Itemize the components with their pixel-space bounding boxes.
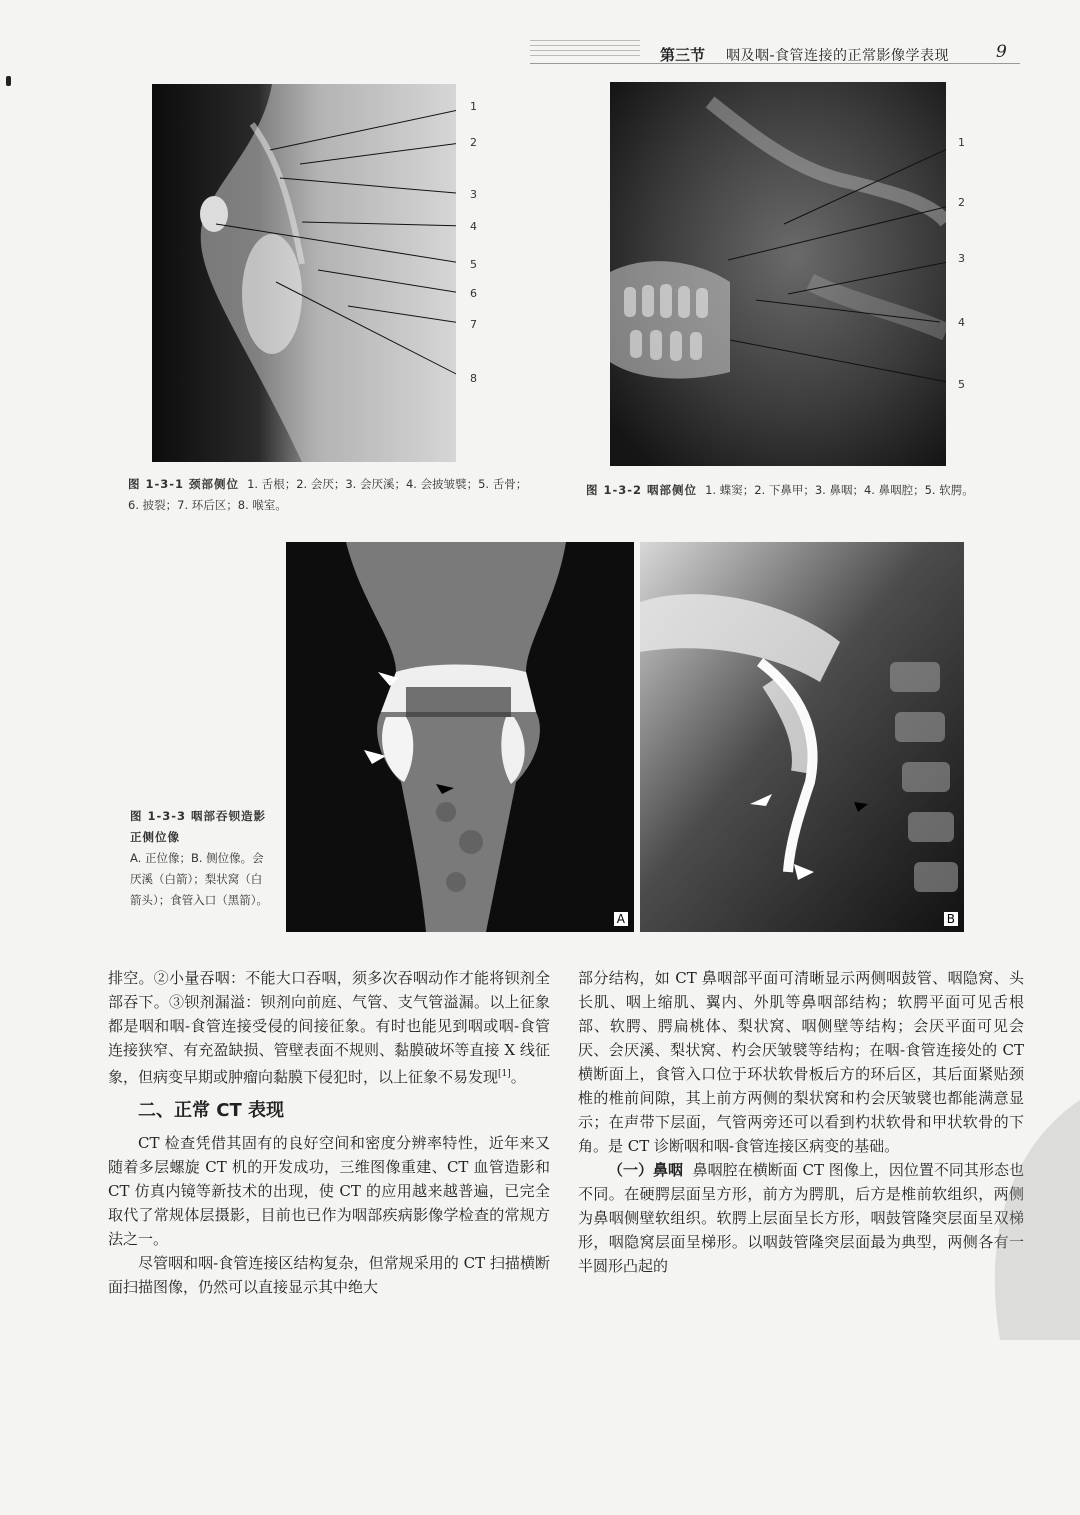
fig2-label: 3 bbox=[958, 252, 965, 265]
paragraph: 部分结构，如 CT 鼻咽部平面可清晰显示两侧咽鼓管、咽隐窝、头长肌、咽上缩肌、翼内、外肌等鼻咽部结构；软腭平面可见舌根部、软腭、腭扁桃体、梨状窝、咽侧壁等结构；会厌平面可见会厌、会厌溪、梨状窝、杓会厌皱襞等结构；在咽-食管连接处的 CT 横断面上，食管入口位于环状软骨板后方的环后区，其后面紧贴颈椎的椎前间隙，其上前方两侧的梨状窝和杓会厌皱襞也都能满意显示；在声带下层面，气管两旁还可以看到杓状软骨和甲状软骨的下角。是 CT 诊断咽和咽-食管连接区病变的基础。 bbox=[578, 969, 1024, 1155]
fig1-caption-number: 图 1-3-1 颈部侧位 bbox=[128, 477, 240, 491]
fig1-label: 2 bbox=[470, 136, 477, 149]
fig1-label: 1 bbox=[470, 100, 477, 113]
header-section: 第三节 bbox=[660, 46, 706, 64]
paragraph-text: 。 bbox=[510, 1068, 526, 1086]
section-heading: 二、正常 CT 表现 bbox=[138, 1100, 285, 1121]
fig2-caption-text: 1. 蝶窦；2. 下鼻甲；3. 鼻咽；4. 鼻咽腔；5. 软腭。 bbox=[705, 483, 974, 497]
fig3-caption bbox=[130, 806, 270, 911]
fig2-caption-number: 图 1-3-2 咽部侧位 bbox=[586, 483, 698, 497]
header-title: 咽及咽-食管连接的正常影像学表现 bbox=[726, 48, 950, 64]
watermark-shape bbox=[900, 1100, 1080, 1340]
figure-barium-swallow-frontal bbox=[286, 542, 634, 932]
fig1-caption-text: 1. 舌根；2. 会厌；3. 会厌溪；4. 会披皱襞；5. 舌骨；6. 披裂；7. 环后区；8. 喉室。 bbox=[128, 477, 528, 512]
fig1-caption bbox=[128, 474, 528, 516]
fig3-caption-number: 图 1-3-3 咽部吞钡造影正侧位像 bbox=[130, 809, 267, 844]
fig1-label: 8 bbox=[470, 372, 477, 385]
paragraph: 尽管咽和咽-食管连接区结构复杂，但常规采用的 CT 扫描横断面扫描图像，仍然可以直接显示其中绝大 bbox=[108, 1254, 550, 1296]
fig1-label: 6 bbox=[470, 287, 477, 300]
figure-pharynx-lateral-xray bbox=[610, 82, 946, 466]
fig2-label: 1 bbox=[958, 136, 965, 149]
paragraph: CT 检查凭借其固有的良好空间和密度分辨率特性，近年来又随着多层螺旋 CT 机的开发成功，三维图像重建、CT 血管造影和 CT 仿真内镜等新技术的出现，使 CT 的应用越来越普遍，已完全取代了常规体层摄影，目前也已作为咽部疾病影像学检查的常规方法之一。 bbox=[108, 1134, 550, 1248]
paragraph-text: 排空。②小量吞咽：不能大口吞咽，须多次吞咽动作才能将钡剂全部吞下。③钡剂漏溢：钡剂向前庭、气管、支气管溢漏。以上征象都是咽和咽-食管连接受侵的间接征象。有时也能见到咽或咽-食管连接狭窄、有充盈缺损、管壁表面不规则、黏膜破坏等直接 X 线征象，但病变早期或肿瘤向黏膜下侵犯时，以上征象不易发现 bbox=[108, 969, 550, 1086]
fig2-label: 5 bbox=[958, 378, 965, 391]
fig2-label: 2 bbox=[958, 196, 965, 209]
panel-label-b: B bbox=[944, 912, 958, 926]
margin-mark bbox=[6, 76, 11, 86]
citation: [1] bbox=[498, 1069, 511, 1079]
figure-neck-lateral-xray bbox=[152, 84, 456, 462]
fig1-label: 3 bbox=[470, 188, 477, 201]
fig2-caption bbox=[586, 480, 1006, 501]
paragraph-text: 鼻咽腔在横断面 CT 图像上，因位置不同其形态也不同。在硬腭层面呈方形，前方为腭肌，后方是椎前软组织，两侧为鼻咽侧壁软组织。软腭上层面呈长方形，咽鼓管隆突层面呈双梯形，咽隐窝层面呈梯形。以咽鼓管隆突层面最为典型，两侧各有一半圆形凸起的 bbox=[578, 1161, 1024, 1275]
fig1-label: 5 bbox=[470, 258, 477, 271]
fig3-caption-text: A. 正位像；B. 侧位像。会厌溪（白箭）；梨状窝（白箭头）；食管入口（黑箭）。 bbox=[130, 851, 268, 907]
left-column bbox=[108, 966, 550, 1299]
page-number: 9 bbox=[996, 42, 1007, 62]
fig2-label: 4 bbox=[958, 316, 965, 329]
paragraph bbox=[108, 966, 550, 1089]
subsection-heading: （一）鼻咽 bbox=[608, 1161, 684, 1179]
figure-barium-swallow-lateral bbox=[640, 542, 964, 932]
fig1-label: 7 bbox=[470, 318, 477, 331]
fig1-label: 4 bbox=[470, 220, 477, 233]
panel-label-a: A bbox=[614, 912, 628, 926]
